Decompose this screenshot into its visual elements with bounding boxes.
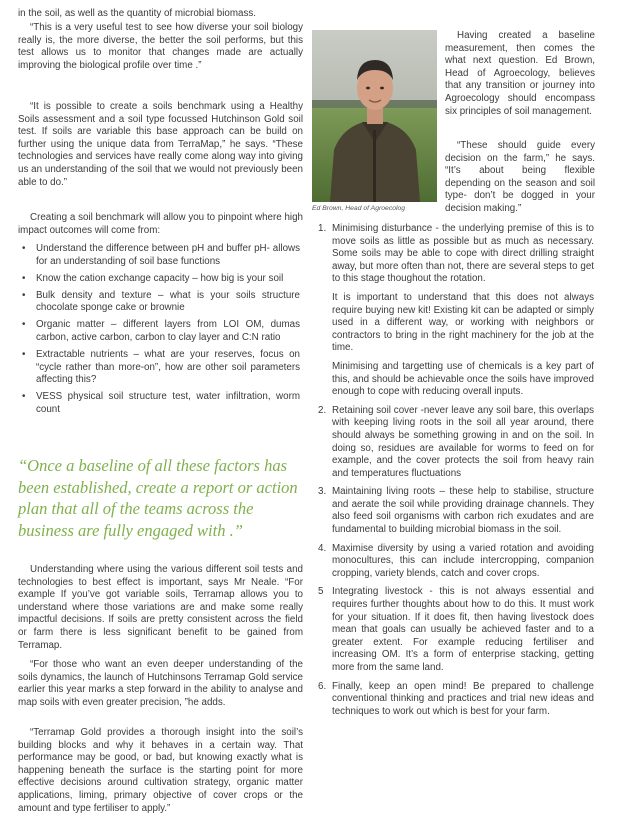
pull-quote: “Once a baseline of all these factors has been established, create a report or action plan that all of the teams across the business are fully engaged with .” bbox=[18, 456, 298, 540]
bullet-marker: • bbox=[22, 289, 26, 301]
principle-text: It is important to understand that this does not always require buying new kit! Existing kit can be adapted or simply used in a different way, or working with neighbors or contractors to bring in the right machinery for the job at the time. bbox=[332, 291, 594, 354]
left-paragraph-4: Creating a soil benchmark will allow you to pinpoint where high impact outcomes will come from: bbox=[18, 212, 303, 236]
bullet-marker: • bbox=[22, 243, 26, 254]
portrait-photo bbox=[312, 30, 437, 202]
principle-item bbox=[318, 681, 594, 719]
bullet-marker: • bbox=[22, 319, 26, 331]
principle-number: 6. bbox=[318, 680, 327, 692]
principle-item bbox=[318, 543, 594, 581]
left-paragraph-2: “This is a very useful test to see how diverse your soil biology really is, the more diverse, the better the soil performs, but this test allows us to monitor that changes made are actually improving the biological profile over time .” bbox=[18, 22, 303, 71]
left-paragraph-6: “For those who want an even deeper understanding of the soils dynamics, the launch of Hutchinsons Terramap Gold service earlier this year marks a step forward in the ability to analyse and map soils with even greater precision, ”he adds. bbox=[18, 659, 303, 708]
principles-numbered-list bbox=[318, 223, 594, 724]
principle-text: Finally, keep an open mind! Be prepared to challenge conventional thinking and practices and trial new ideas and techniques to work out which is best for your farm. bbox=[332, 680, 594, 717]
principle-number: 4. bbox=[318, 542, 327, 554]
principle-number: 1. bbox=[318, 223, 327, 234]
principle-item bbox=[318, 586, 594, 674]
benchmark-bullet-list bbox=[20, 243, 300, 421]
bullet-item: • Understand the difference between pH and buffer pH- allows for an understanding of soil base functions bbox=[22, 243, 300, 267]
portrait-illustration bbox=[312, 30, 437, 202]
right-paragraph-2: “These should guide every decision on the farm,” he says. “It’s about being flexible depending on the season and soil type- don’t be dogged in your decision making.” bbox=[445, 140, 595, 214]
principle-item bbox=[318, 405, 594, 481]
principle-item bbox=[318, 223, 594, 399]
principle-item bbox=[318, 486, 594, 536]
principle-text: Maximise diversity by using a varied rotation and avoiding monocultures, this can include intercropping, companion cropping, variety blends, catch and cover crops. bbox=[332, 542, 594, 579]
bullet-item: • Extractable nutrients – what are your reserves, focus on “cycle rather than more-on”, how are other soil parameters affecting this? bbox=[22, 349, 300, 386]
right-paragraph-1: Having created a baseline measurement, then comes the what next question. Ed Brown, Head of Agroecology, believes that any transition or journey into Agroecology should encompass six principles of soil management. bbox=[445, 30, 595, 117]
bullet-marker: • bbox=[22, 391, 26, 403]
photo-caption: Ed Brown, Head of Agroecolog bbox=[312, 205, 406, 212]
left-paragraph-3: “It is possible to create a soils benchmark using a Healthy Soils assessment and a soil type focussed Hutchinson Gold soil test. If soils are variable this base approach can be build on further using the unique data from TerraMap,” he says. “These technologies and services have really come along way into giving us an understanding of the soil that we would not previously been able to do.” bbox=[18, 101, 303, 188]
principle-text: Maintaining living roots – these help to stabilise, structure and aerate the soil while providing drainage channels. They also feed soil organisms with carbon rich exudates and are fundamental to building microbial biomass in the soil. bbox=[332, 486, 594, 536]
bullet-item: • Know the cation exchange capacity – how big is your soil bbox=[22, 272, 284, 284]
principle-number: 3. bbox=[318, 486, 327, 498]
principle-text: Minimising and targetting use of chemicals is a key part of this, and should be achievable once the soils have improved enough to cope with reducing overall inputs. bbox=[332, 360, 594, 398]
principle-number: 5 bbox=[318, 586, 324, 598]
bullet-marker: • bbox=[22, 349, 26, 361]
left-paragraph-1: in the soil, as well as the quantity of microbial biomass. bbox=[18, 8, 256, 19]
principle-text: Integrating livestock - this is not always essential and requires further thoughts about how to do this. It must work for your situation. If it does fit, then having livestock does mean that goals can usually be achieved faster and to a greater extent. For example reducing fertiliser and increasing OM. It’s a form of enterprise stacking, getting more from the same land. bbox=[332, 586, 594, 673]
bullet-item: • VESS physical soil structure test, water infiltration, worm count bbox=[22, 391, 300, 416]
principle-text: Minimising disturbance - the underlying premise of this is to move soils as little as possible but as much as necessary. Some soils may be able to cope with direct drilling straight away, but more often than not, there are several steps to get to this stage thoughout the rotation. bbox=[332, 223, 594, 285]
principle-text: Retaining soil cover -never leave any soil bare, this overlaps with keeping living roots in the soil all year around, there should always be something growing in and on the soil. In doing so, residues are available for worms to feed on for example, and the cover protects the soil from heavy rain and temperatures fluctuations bbox=[332, 404, 594, 479]
principle-number: 2. bbox=[318, 404, 327, 416]
left-paragraph-5: Understanding where using the various different soil tests and technologies to best effect is important, says Mr Neale. “For example If you’ve got variable soils, Terramap allows you to understand where those variations are and make some really impactful decisions. If soils are pretty consistent across the field or farm there is less significant benefit to be gained from Terramap. bbox=[18, 564, 303, 651]
bullet-marker: • bbox=[22, 272, 26, 284]
bullet-item: • Bulk density and texture – what is your soils structure chocolate sponge cake or brownie bbox=[22, 289, 300, 314]
left-paragraph-7: “Terramap Gold provides a thorough insight into the soil’s building blocks and why it behaves in a certain way. That performance may be good, or bad, but knowing exactly what is happening beneath the surface is the starting point for more effective decisions around cultivation strategy, organic matter applications, liming, primary objective of cover crops or the amount and type fertiliser to apply.” bbox=[18, 727, 303, 814]
bullet-item: • Organic matter – different layers from LOI OM, dumas carbon, active carbon, carbon to clay layer and C:N ratio bbox=[22, 319, 300, 344]
